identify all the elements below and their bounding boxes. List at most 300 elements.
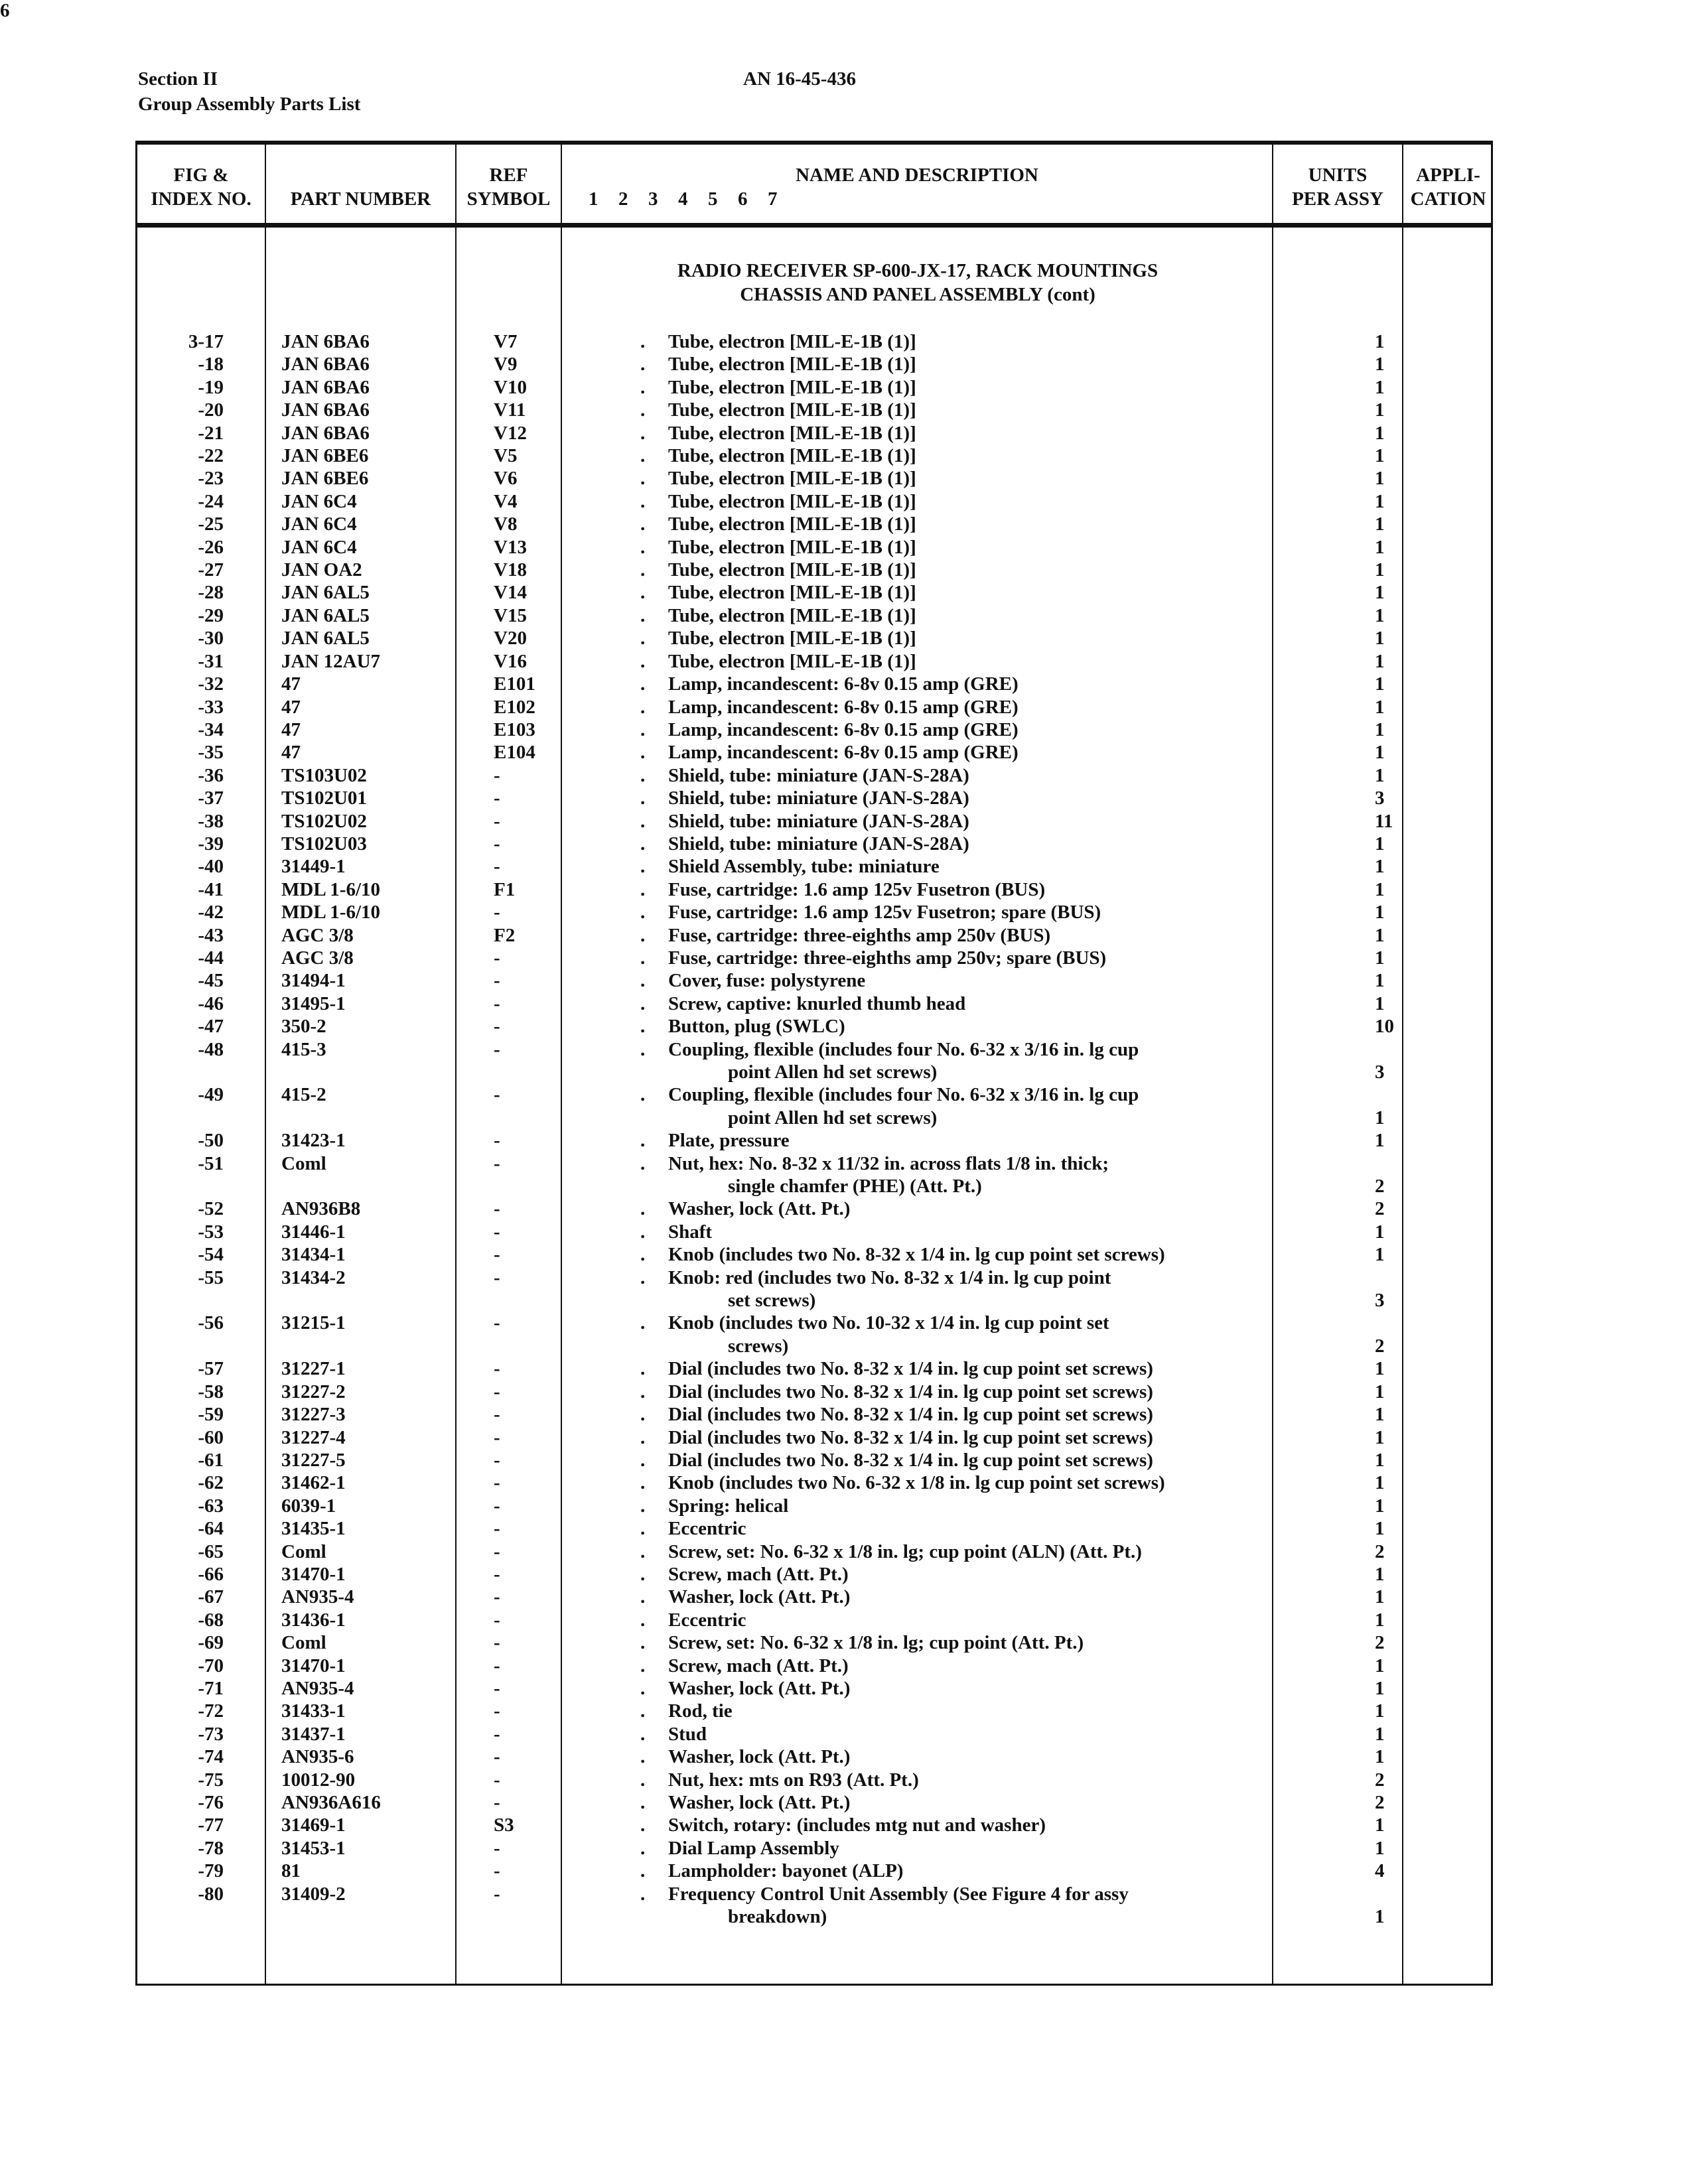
units-per-assy	[1323, 1381, 1453, 1403]
units-value: 1	[1375, 1906, 1385, 1928]
description-line: . Tube, electron [MIL-E-1B (1)]	[640, 467, 1323, 490]
index-number: -54	[198, 1244, 224, 1266]
part-number: 31423-1	[281, 1130, 346, 1152]
units-per-assy	[1323, 878, 1453, 901]
units-per-assy	[1323, 330, 1453, 353]
ref-symbol: -	[494, 1609, 500, 1631]
table-row	[137, 513, 1491, 535]
index-number: -63	[198, 1495, 224, 1517]
description-line: . Eccentric	[640, 1517, 1323, 1540]
header-app-line: APPLI-	[1416, 165, 1480, 186]
units-per-assy	[1323, 1221, 1453, 1243]
table-row	[137, 1745, 1491, 1768]
ref-symbol: -	[494, 1152, 500, 1174]
ref-symbol: V18	[494, 559, 527, 581]
ref-symbol: V4	[494, 490, 518, 512]
table-row	[137, 1883, 1491, 1929]
ref-symbol: -	[494, 1655, 500, 1676]
part-number: 47	[281, 696, 301, 718]
description	[612, 787, 1323, 809]
index-number: -75	[198, 1769, 224, 1791]
description	[612, 924, 1323, 947]
document-number: AN 16-45-436	[743, 68, 856, 90]
ref-symbol: V20	[494, 628, 527, 649]
section-label: Section II	[138, 68, 218, 90]
index-number: -22	[198, 445, 224, 467]
units-per-assy	[1323, 1517, 1453, 1540]
ref-symbol: V5	[494, 445, 518, 467]
ref-symbol: -	[494, 1677, 500, 1699]
index-number: -68	[198, 1609, 224, 1631]
ref-symbol: -	[494, 1038, 500, 1060]
units-value: 2	[1375, 1540, 1385, 1562]
table-row	[137, 1038, 1491, 1084]
units-value: 1	[1375, 947, 1385, 969]
index-number: -28	[198, 582, 224, 604]
part-number: AGC 3/8	[281, 947, 354, 969]
part-number: JAN 6AL5	[281, 628, 370, 649]
description	[612, 718, 1323, 741]
units-per-assy	[1323, 604, 1453, 627]
header-index-line: FIG &	[173, 165, 229, 186]
ref-symbol: -	[494, 810, 500, 832]
part-number: 31495-1	[281, 992, 346, 1014]
description-line: . Switch, rotary: (includes mtg nut and washer)	[640, 1814, 1323, 1836]
part-number: 31434-2	[281, 1266, 346, 1288]
ref-symbol: -	[494, 1312, 500, 1334]
index-number: -19	[198, 376, 224, 398]
description-line: . Knob (includes two No. 10-32 x 1/4 in. lg cup point set	[640, 1312, 1323, 1334]
ref-symbol: -	[494, 1563, 500, 1585]
units-per-assy	[1323, 1403, 1453, 1426]
part-number: JAN 6BA6	[281, 376, 370, 398]
description	[612, 1860, 1323, 1882]
index-number: -79	[198, 1860, 224, 1882]
description-line: . Shield, tube: miniature (JAN-S-28A)	[640, 764, 1323, 787]
description	[612, 878, 1323, 901]
part-number: MDL 1-6/10	[281, 878, 381, 900]
description-line: . Frequency Control Unit Assembly (See Figure 4 for assy	[640, 1883, 1323, 1905]
units-per-assy	[1323, 559, 1453, 581]
description-line: . Nut, hex: mts on R93 (Att. Pt.)	[640, 1769, 1323, 1791]
ref-symbol: -	[494, 764, 500, 786]
units-value: 3	[1375, 1061, 1385, 1083]
part-number: 31462-1	[281, 1472, 346, 1494]
units-per-assy	[1323, 1266, 1453, 1312]
units-value: 1	[1375, 1814, 1385, 1836]
part-number: TS102U02	[281, 810, 367, 832]
header-units	[1273, 163, 1402, 211]
page-number: 6	[0, 0, 10, 21]
units-value: 1	[1375, 1381, 1385, 1402]
units-per-assy	[1323, 1129, 1453, 1152]
units-value: 1	[1375, 604, 1385, 626]
ref-symbol: -	[494, 833, 500, 854]
index-number: -78	[198, 1837, 224, 1859]
description	[612, 969, 1323, 992]
ref-symbol: V10	[494, 376, 527, 398]
table-body	[137, 259, 1491, 1928]
index-number: -42	[198, 902, 224, 923]
units-per-assy	[1323, 969, 1453, 992]
description	[612, 330, 1323, 353]
index-number: -64	[198, 1518, 224, 1540]
units-per-assy	[1323, 536, 1453, 559]
ref-symbol: -	[494, 787, 500, 809]
description	[612, 833, 1323, 855]
description	[612, 422, 1323, 444]
table-row	[137, 1221, 1491, 1243]
header-part-number: PART NUMBER	[290, 188, 431, 210]
header-ref-line: SYMBOL	[466, 188, 551, 210]
ref-symbol: V14	[494, 582, 527, 604]
description	[612, 1152, 1323, 1198]
table-row	[137, 353, 1491, 375]
units-value: 1	[1375, 970, 1385, 992]
description	[612, 1655, 1323, 1677]
units-per-assy	[1323, 1083, 1453, 1129]
description	[612, 1266, 1323, 1312]
description-line: . Plate, pressure	[640, 1129, 1323, 1152]
units-value: 1	[1375, 902, 1385, 923]
units-value: 1	[1375, 1746, 1385, 1768]
ref-symbol: V16	[494, 650, 527, 672]
ref-symbol: -	[494, 1221, 500, 1243]
part-number: JAN 6BE6	[281, 468, 369, 490]
units-per-assy	[1323, 947, 1453, 969]
description	[612, 1015, 1323, 1038]
ref-symbol: F2	[494, 924, 516, 946]
table-row	[137, 1426, 1491, 1449]
index-number: -57	[198, 1358, 224, 1380]
units-value: 1	[1375, 1404, 1385, 1426]
ref-symbol: E104	[494, 742, 535, 764]
units-value: 3	[1375, 787, 1385, 809]
description	[612, 1517, 1323, 1540]
units-per-assy	[1323, 1197, 1453, 1220]
part-number: 31437-1	[281, 1723, 346, 1745]
part-number: 31227-1	[281, 1358, 346, 1380]
description-line: . Nut, hex: No. 8-32 x 11/32 in. across flats 1/8 in. thick;	[640, 1152, 1323, 1175]
units-per-assy	[1323, 467, 1453, 490]
description-line: . Dial Lamp Assembly	[640, 1837, 1323, 1860]
ref-symbol: -	[494, 1769, 500, 1791]
units-per-assy	[1323, 1723, 1453, 1745]
table-row	[137, 536, 1491, 559]
units-value: 1	[1375, 1837, 1385, 1859]
units-per-assy	[1323, 718, 1453, 741]
part-number: JAN OA2	[281, 559, 362, 581]
part-number: 31227-4	[281, 1426, 346, 1448]
part-number: Coml	[281, 1632, 326, 1654]
units-per-assy	[1323, 1586, 1453, 1608]
units-per-assy	[1323, 627, 1453, 649]
index-number: -33	[198, 696, 224, 718]
part-number: 47	[281, 718, 301, 740]
part-number: MDL 1-6/10	[281, 902, 381, 923]
description	[612, 1471, 1323, 1494]
header-desc-line: NAME AND DESCRIPTION	[796, 165, 1038, 186]
part-number: 31227-2	[281, 1381, 346, 1402]
units-per-assy	[1323, 1152, 1453, 1198]
units-per-assy	[1323, 1495, 1453, 1517]
description	[612, 810, 1323, 833]
index-number: -40	[198, 856, 224, 878]
table-row	[137, 1700, 1491, 1722]
description	[612, 1883, 1323, 1929]
part-number: Coml	[281, 1540, 326, 1562]
description-line: . Rod, tie	[640, 1700, 1323, 1722]
ref-symbol: -	[494, 1449, 500, 1471]
description-line: . Tube, electron [MIL-E-1B (1)]	[640, 604, 1323, 627]
description	[612, 376, 1323, 399]
description-line: . Lamp, incandescent: 6-8v 0.15 amp (GRE)	[640, 696, 1323, 718]
description-line: . Tube, electron [MIL-E-1B (1)]	[640, 581, 1323, 604]
description-line: . Tube, electron [MIL-E-1B (1)]	[640, 559, 1323, 581]
part-number: AN935-4	[281, 1586, 354, 1608]
table-row	[137, 901, 1491, 923]
description	[612, 444, 1323, 467]
units-per-assy	[1323, 1860, 1453, 1882]
header-ref-line: REF	[489, 165, 528, 186]
part-number: 31446-1	[281, 1221, 346, 1243]
index-number: -50	[198, 1130, 224, 1152]
table-row	[137, 1563, 1491, 1586]
units-value: 1	[1375, 1677, 1385, 1699]
index-number: -25	[198, 513, 224, 535]
part-number: 415-3	[281, 1038, 326, 1060]
description	[612, 1221, 1323, 1243]
index-number: -30	[198, 628, 224, 649]
units-value: 2	[1375, 1769, 1385, 1791]
table-row	[137, 1586, 1491, 1608]
units-per-assy	[1323, 422, 1453, 444]
table-row	[137, 1015, 1491, 1038]
index-number: -41	[198, 878, 224, 900]
ref-symbol: -	[494, 970, 500, 992]
index-number: -21	[198, 422, 224, 444]
units-per-assy	[1323, 1038, 1453, 1084]
description-line: . Shield, tube: miniature (JAN-S-28A)	[640, 787, 1323, 809]
part-number: 350-2	[281, 1016, 326, 1038]
table-row	[137, 650, 1491, 673]
table-row	[137, 1837, 1491, 1860]
units-per-assy	[1323, 787, 1453, 809]
description	[612, 1609, 1323, 1631]
description-line: . Washer, lock (Att. Pt.)	[640, 1745, 1323, 1768]
units-value: 1	[1375, 1472, 1385, 1494]
description-line: . Tube, electron [MIL-E-1B (1)]	[640, 422, 1323, 444]
header-description	[562, 163, 1272, 211]
description-line: . Screw, captive: knurled thumb head	[640, 992, 1323, 1015]
units-per-assy	[1323, 1471, 1453, 1494]
part-number: JAN 6BA6	[281, 331, 370, 352]
description-line: . Eccentric	[640, 1609, 1323, 1631]
ref-symbol: V6	[494, 468, 518, 490]
units-value: 1	[1375, 354, 1385, 375]
ref-symbol: -	[494, 1518, 500, 1540]
table-row	[137, 810, 1491, 833]
units-per-assy	[1323, 1357, 1453, 1380]
description	[612, 1540, 1323, 1563]
index-number: -36	[198, 764, 224, 786]
description	[612, 1814, 1323, 1836]
table-row	[137, 627, 1491, 649]
description-line: . Tube, electron [MIL-E-1B (1)]	[640, 536, 1323, 559]
index-number: -18	[198, 354, 224, 375]
description-line: . Shield, tube: miniature (JAN-S-28A)	[640, 833, 1323, 855]
index-number: -53	[198, 1221, 224, 1243]
part-number: 31227-3	[281, 1404, 346, 1426]
units-value: 1	[1375, 445, 1385, 467]
table-row	[137, 422, 1491, 444]
index-number: -38	[198, 810, 224, 832]
header-indent-levels: 1 2 3 4 5 6 7	[589, 188, 778, 210]
part-number: Coml	[281, 1152, 326, 1174]
section-heading	[138, 66, 360, 117]
description	[612, 901, 1323, 923]
table-row	[137, 1769, 1491, 1791]
part-number: JAN 6C4	[281, 490, 357, 512]
description	[612, 1449, 1323, 1471]
parts-list-table	[135, 141, 1493, 1986]
table-row	[137, 444, 1491, 467]
units-value: 1	[1375, 1723, 1385, 1745]
units-value: 1	[1375, 1700, 1385, 1722]
index-number: -45	[198, 970, 224, 992]
ref-symbol: -	[494, 1266, 500, 1288]
units-per-assy	[1323, 353, 1453, 375]
units-value: 1	[1375, 422, 1385, 444]
index-number: -27	[198, 559, 224, 581]
description	[612, 536, 1323, 559]
index-number: -31	[198, 650, 224, 672]
ref-symbol: -	[494, 1358, 500, 1380]
units-per-assy	[1323, 992, 1453, 1015]
description-line: . Shaft	[640, 1221, 1323, 1243]
description	[612, 581, 1323, 604]
table-row	[137, 1312, 1491, 1357]
description-line: . Tube, electron [MIL-E-1B (1)]	[640, 513, 1323, 535]
ref-symbol: -	[494, 1632, 500, 1654]
description-line: . Washer, lock (Att. Pt.)	[640, 1677, 1323, 1700]
ref-symbol: -	[494, 1746, 500, 1768]
description-line: set screws)	[728, 1290, 816, 1312]
units-value: 1	[1375, 399, 1385, 421]
ref-symbol: -	[494, 1244, 500, 1266]
units-value: 3	[1375, 1290, 1385, 1312]
description-line: . Dial (includes two No. 8-32 x 1/4 in. lg cup point set screws)	[640, 1357, 1323, 1380]
units-value: 2	[1375, 1198, 1385, 1220]
part-number: 31435-1	[281, 1518, 346, 1540]
description-line: . Washer, lock (Att. Pt.)	[640, 1791, 1323, 1814]
description	[612, 1723, 1323, 1745]
description	[612, 1083, 1323, 1129]
index-number: -61	[198, 1449, 224, 1471]
units-value: 1	[1375, 513, 1385, 535]
part-number: 31470-1	[281, 1563, 346, 1585]
units-per-assy	[1323, 901, 1453, 923]
ref-symbol: E102	[494, 696, 535, 718]
table-row	[137, 1495, 1491, 1517]
description-line: . Knob (includes two No. 6-32 x 1/8 in. lg cup point set screws)	[640, 1471, 1323, 1494]
ref-symbol: V13	[494, 536, 527, 558]
description	[612, 490, 1323, 513]
index-number: -72	[198, 1700, 224, 1722]
table-row	[137, 696, 1491, 718]
index-number: -39	[198, 833, 224, 854]
units-per-assy	[1323, 1700, 1453, 1722]
units-value: 1	[1375, 490, 1385, 512]
assembly-title-line: RADIO RECEIVER SP-600-JX-17, RACK MOUNTINGS	[677, 260, 1159, 281]
description-line: . Cover, fuse: polystyrene	[640, 969, 1323, 992]
description	[612, 604, 1323, 627]
table-row	[137, 718, 1491, 741]
units-per-assy	[1323, 1426, 1453, 1449]
part-number: JAN 6C4	[281, 513, 357, 535]
units-value: 1	[1375, 764, 1385, 786]
part-number: TS103U02	[281, 764, 367, 786]
table-row	[137, 924, 1491, 947]
part-number: 31227-5	[281, 1449, 346, 1471]
part-number: JAN 6BA6	[281, 422, 370, 444]
table-row	[137, 1655, 1491, 1677]
part-number: AN936B8	[281, 1198, 361, 1220]
ref-symbol: -	[494, 1495, 500, 1517]
description	[612, 673, 1323, 695]
table-row	[137, 490, 1491, 513]
description-line: . Dial (includes two No. 8-32 x 1/4 in. lg cup point set screws)	[640, 1449, 1323, 1471]
index-number: 3-17	[188, 331, 224, 352]
units-per-assy	[1323, 399, 1453, 421]
description-line: . Screw, set: No. 6-32 x 1/8 in. lg; cup point (ALN) (Att. Pt.)	[640, 1540, 1323, 1563]
part-number: JAN 12AU7	[281, 650, 381, 672]
units-per-assy	[1323, 581, 1453, 604]
units-value: 1	[1375, 673, 1385, 695]
ref-symbol: V7	[494, 331, 518, 352]
ref-symbol: -	[494, 1084, 500, 1106]
units-value: 2	[1375, 1792, 1385, 1813]
table-row	[137, 1381, 1491, 1403]
description	[612, 1243, 1323, 1266]
description-line: . Knob: red (includes two No. 8-32 x 1/4 in. lg cup point	[640, 1266, 1323, 1289]
assembly-title-line: CHASSIS AND PANEL ASSEMBLY (cont)	[740, 284, 1095, 305]
units-value: 1	[1375, 924, 1385, 946]
units-value: 2	[1375, 1632, 1385, 1654]
description-line: . Tube, electron [MIL-E-1B (1)]	[640, 330, 1323, 353]
index-number: -65	[198, 1540, 224, 1562]
units-value: 1	[1375, 878, 1385, 900]
description-line: . Lamp, incandescent: 6-8v 0.15 amp (GRE)	[640, 673, 1323, 695]
header-ref-symbol	[457, 163, 561, 211]
description	[612, 1426, 1323, 1449]
ref-symbol: F1	[494, 878, 516, 900]
description	[612, 1563, 1323, 1586]
table-row	[137, 1860, 1491, 1882]
part-number: 31433-1	[281, 1700, 346, 1722]
part-number: 31494-1	[281, 970, 346, 992]
description-line: . Coupling, flexible (includes four No. 6-32 x 3/16 in. lg cup	[640, 1038, 1323, 1061]
units-per-assy	[1323, 1563, 1453, 1586]
units-value: 1	[1375, 1358, 1385, 1380]
table-row	[137, 604, 1491, 627]
units-value: 11	[1375, 810, 1393, 832]
units-value: 1	[1375, 1518, 1385, 1540]
units-value: 1	[1375, 376, 1385, 398]
units-per-assy	[1323, 1791, 1453, 1814]
header-application	[1403, 163, 1493, 211]
section-subtitle: Group Assembly Parts List	[138, 94, 361, 115]
